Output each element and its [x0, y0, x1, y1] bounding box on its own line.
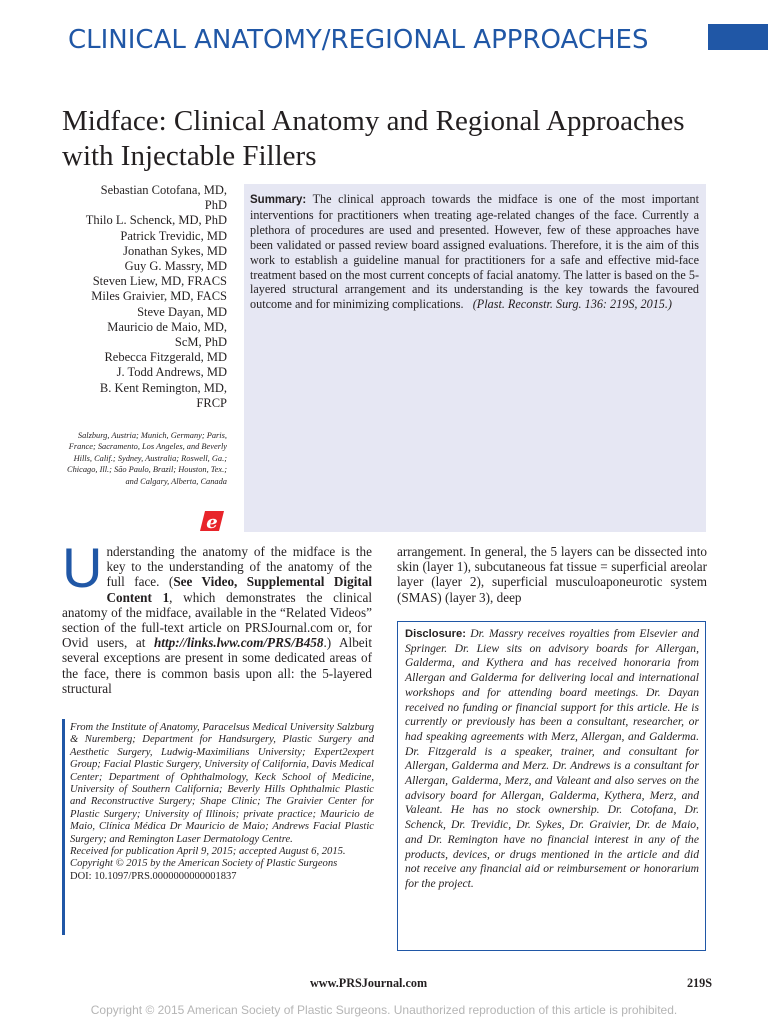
author-list [60, 183, 227, 411]
author-line: Thilo L. Schenck, MD, PhD [85, 213, 227, 228]
summary-citation: (Plast. Reconstr. Surg. 136: 219S, 2015.) [472, 297, 672, 312]
affiliation-accent-bar [62, 719, 65, 935]
section-header-title: CLINICAL ANATOMY/REGIONAL APPROACHES [68, 25, 649, 55]
body-text: nderstanding the anatomy of the midface is the key to the understanding of the anatomy of the full face. ( [106, 544, 372, 590]
disclosure-body: Dr. Massry receives royalties from Elsevier and Springer. Dr. Liew sits on advisory boards for Allergan, Galderma, and Kythera and has received honoraria from Allergan and Galderma for delivering local and international workshops and for attending board meetings. Dr. Dayan received no funding or financial support for this article. He is currently or previously has been a consultant, researcher, or had speaking agreements with Merz, Allergan, and Galderma. Dr. Fitzgerald is a speaker, trainer, and consultant for Allergan, Galderma and Merz. Dr. Andrews is a consultant for Allergan, Galderma, Merz, and Valeant and also serves on the advisory board for Allergan, Galderma, Kythera, Merz, and Valeant. He has no stock ownership. Dr. Cotofana, Dr. Schenck, Dr. Trevidic, Dr. Sykes, Dr. Graivier, Dr. de Maio, and Dr. Remington have no financial interest in any of the products, devices, or drugs mentioned in the article and did not receive any financial aid or reimbursement or honorarium for the project. [405, 627, 699, 890]
author-line: Sebastian Cotofana, MD, [100, 183, 227, 197]
author-locations: Salzburg, Austria; Munich, Germany; Paris, France; Sacramento, Los Angeles, and Beverly Hills, Calif.; Sydney, Australia; Roswell, Ga.; Chicago, Ill.; São Paulo, Brazil; Houston, Tex.; and Calgary, Alberta, Canada [67, 431, 227, 486]
affiliations-text: From the Institute of Anatomy, Paracelsus Medical University Salzburg & Nuremberg; Department for Handsurgery, Plastic Surgery and Aesthetic Surgery, Ludwig-Maximilians University; Expert2expert Group; Facial Plastic Surgery, University of California, Davis Medical Center; Department of Ophthalmology, Keck School of Medicine, University of Southern California; Beverly Hills Ophthalmic Plastic and Reconstructive Surgery; Shape Clinic; The Graivier Center for Plastic Surgery; University of Illinois; private practice; Mauricio de Maio, Clínica Médica Dr Mauricio de Maio; Andrews Facial Plastic Surgery; and Remington Laser Dermatology Centre. [70, 722, 374, 845]
author-line: PhD [204, 198, 227, 213]
author-line: Miles Graivier, MD, FACS [91, 289, 227, 304]
drop-cap: U [62, 536, 103, 599]
section-header-accent-block [708, 24, 768, 50]
copyright-notice: Copyright © 2015 American Society of Plastic Surgeons. Unauthorized reproduction of this article is prohibited. [90, 1003, 678, 1017]
summary-label: Summary: [250, 194, 307, 206]
author-line: ScM, PhD [174, 335, 227, 350]
summary-body: The clinical approach towards the midface is one of the most important interventions for practitioners when treating age-related changes of the face. Currently a plethora of procedures are used and presented. However, few of these approaches have been validated or passed review board assigned evaluations. Therefore, it is the aim of this work to establish a guideline manual for practitioners for a safe and effective mid-face treatment based on the most current concepts of facial anatomy. The latter is based on the 5-layered structural arrangement and its understanding is the key towards the favoured outcome and for minimizing complications. [250, 192, 699, 312]
body-column-left [62, 536, 373, 696]
author-line: Steve Dayan, MD [137, 304, 227, 319]
affiliations-block [70, 722, 374, 883]
author-line: J. Todd Andrews, MD [116, 365, 227, 380]
disclosure-text [405, 627, 699, 892]
author-line: Mauricio de Maio, MD, [107, 319, 227, 334]
author-line: Patrick Trevidic, MD [120, 228, 227, 243]
video-reference: See Video, Supplemental Digital Content 1 [106, 574, 373, 605]
copyright-line: Copyright © 2015 by the American Society of Plastic Surgeons [70, 858, 338, 870]
article-title: Midface: Clinical Anatomy and Regional Approaches with Injectable Fillers [62, 105, 685, 172]
video-e-icon[interactable] [200, 509, 224, 533]
author-line: Rebecca Fitzgerald, MD [104, 350, 227, 365]
author-line: FRCP [196, 395, 227, 410]
doi: DOI: 10.1097/PRS.0000000000001837 [70, 870, 237, 882]
author-line: Guy G. Massry, MD [124, 259, 227, 274]
author-line: Steven Liew, MD, FRACS [92, 274, 227, 289]
video-link[interactable]: http://links.lww.com/PRS/B458 [153, 635, 324, 651]
body-text: , which demonstrates the clinical anatomy of the midface, available in the “Related Videos” section of the full-text article on PRSJournal.com or, for Ovid users, at [62, 589, 372, 651]
received-dates: Received for publication April 9, 2015; accepted August 6, 2015. [70, 846, 346, 858]
summary-text [250, 192, 699, 312]
author-line: B. Kent Remington, MD, [99, 380, 227, 395]
body-text: .) Albeit several exceptions are present in some dedicated areas of the face, there is common basis upon all: the 5-layered structural [62, 635, 372, 696]
disclosure-label: Disclosure: [405, 628, 466, 640]
body-column-right: arrangement. In general, the 5 layers can be dissected into skin (layer 1), subcutaneous fat tissue = superficial areolar layer (layer 2), superficial musculoaponeurotic system (SMAS) (layer 3), deep [397, 544, 707, 605]
author-line: Jonathan Sykes, MD [123, 243, 227, 258]
page-number: 219S [686, 976, 712, 990]
video-e-icon-letter: e [206, 512, 218, 533]
footer-journal-url[interactable]: www.PRSJournal.com [310, 976, 428, 990]
